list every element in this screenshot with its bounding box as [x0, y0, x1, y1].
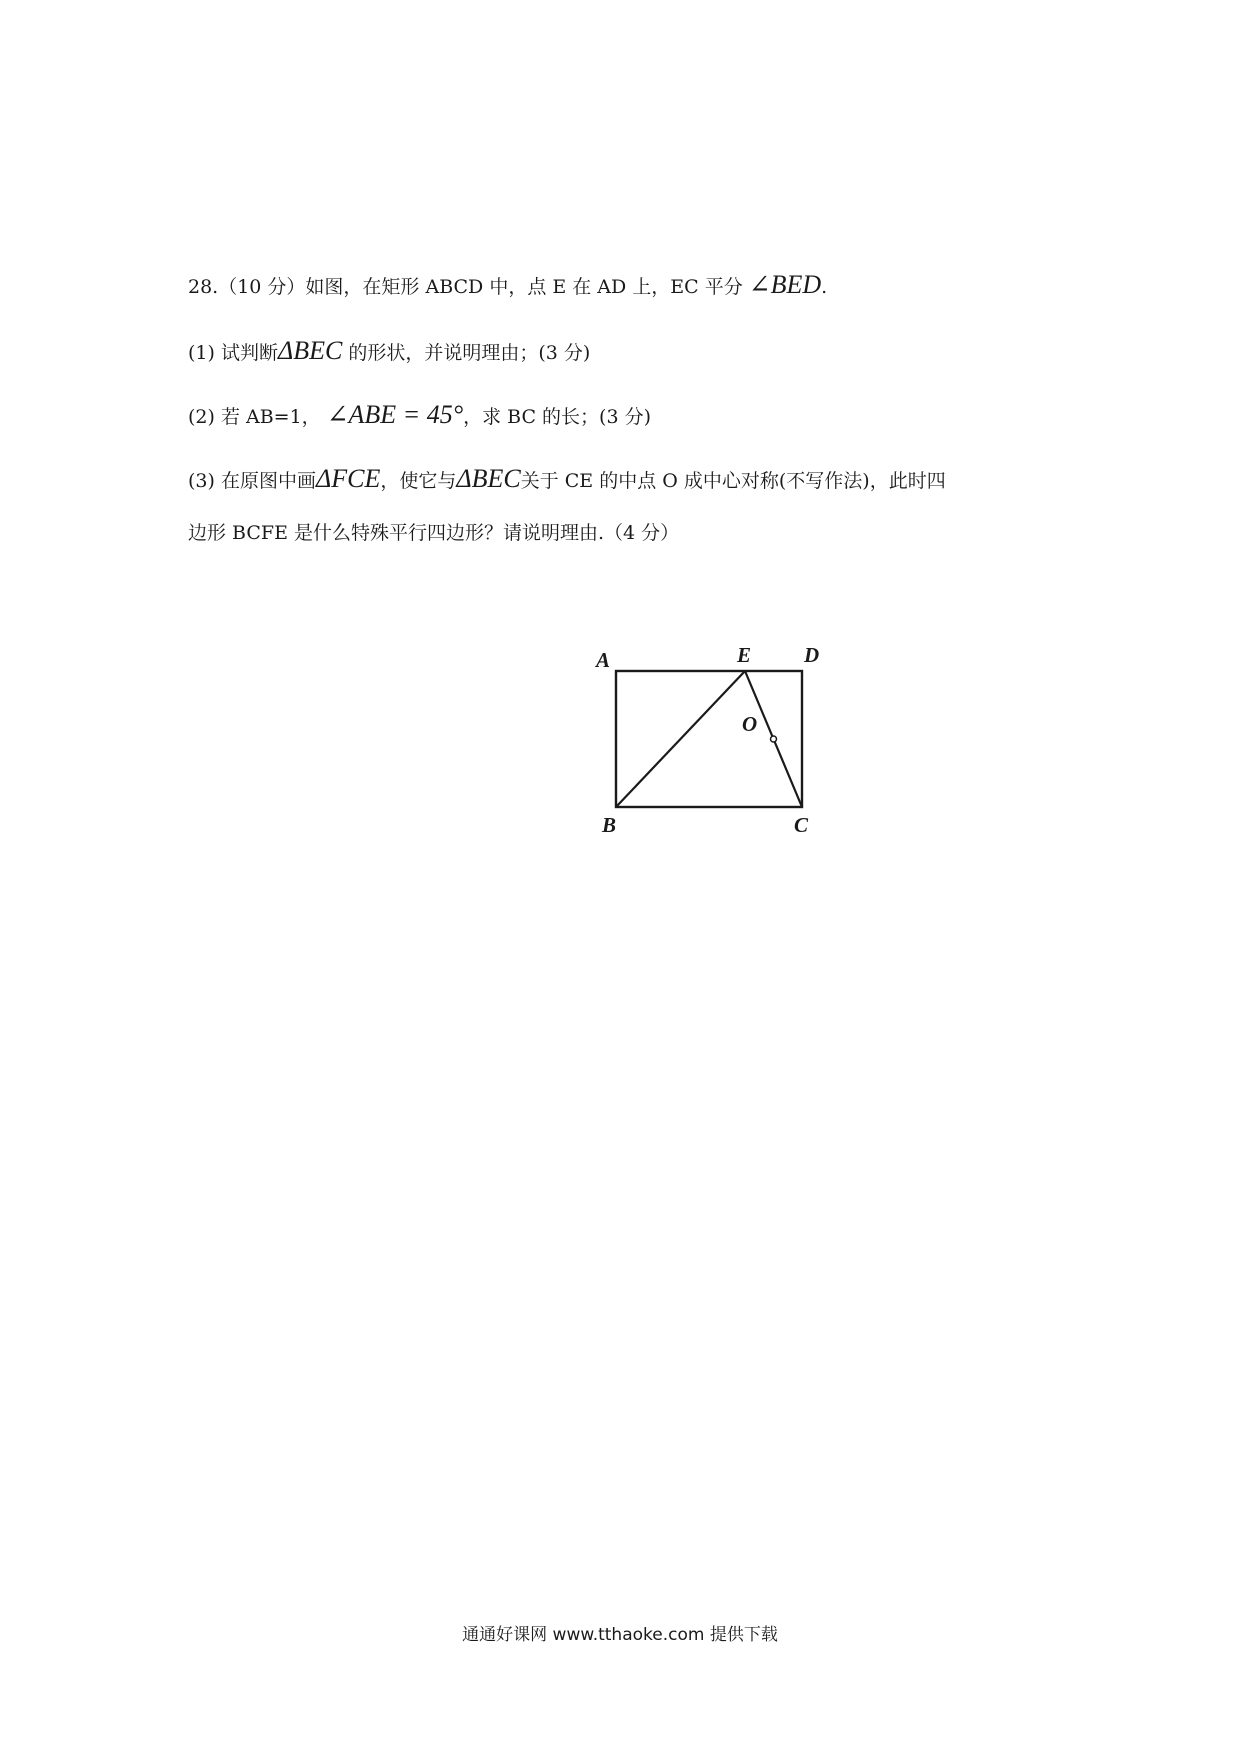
geometry-figure	[590, 640, 850, 840]
problem-header	[188, 272, 827, 298]
header-period: .	[821, 276, 828, 298]
label-d: D	[804, 643, 820, 667]
midpoint-o	[771, 736, 777, 742]
angle-bed: ∠BED	[748, 270, 822, 299]
label-b: B	[602, 813, 617, 837]
label-c: C	[794, 813, 809, 837]
label-a: A	[596, 648, 611, 672]
segment-be	[616, 671, 745, 807]
triangle-bec-2: ΔBEC	[456, 464, 521, 493]
problem-header-text: 28.（10 分）如图，在矩形 ABCD 中，点 E 在 AD 上，EC 平分	[188, 276, 743, 298]
q3-suffix: 关于 CE 的中点 O 成中心对称(不写作法)，此时四	[520, 470, 946, 492]
label-o: O	[742, 712, 758, 736]
angle-abe-45: ∠ABE = 45°	[326, 400, 464, 429]
question-3	[188, 466, 946, 492]
question-1	[188, 338, 590, 364]
q3-line2: 边形 BCFE 是什么特殊平行四边形？请说明理由.（4 分）	[188, 522, 680, 544]
triangle-bec: ΔBEC	[277, 336, 343, 365]
q1-suffix: 的形状，并说明理由；(3 分)	[348, 342, 591, 364]
q3-middle: ，使它与	[380, 470, 457, 492]
question-3-continued	[188, 524, 679, 543]
q2-prefix: (2) 若 AB=1，	[188, 406, 321, 428]
triangle-fce: ΔFCE	[315, 464, 381, 493]
q2-suffix: ，求 BC 的长；(3 分)	[463, 406, 651, 428]
page-footer: 通通好课网 www.tthaoke.com 提供下载	[462, 1625, 778, 1645]
q1-prefix: (1) 试判断	[188, 342, 278, 364]
question-2	[188, 402, 651, 428]
q3-prefix: (3) 在原图中画	[188, 470, 316, 492]
label-e: E	[737, 643, 752, 667]
